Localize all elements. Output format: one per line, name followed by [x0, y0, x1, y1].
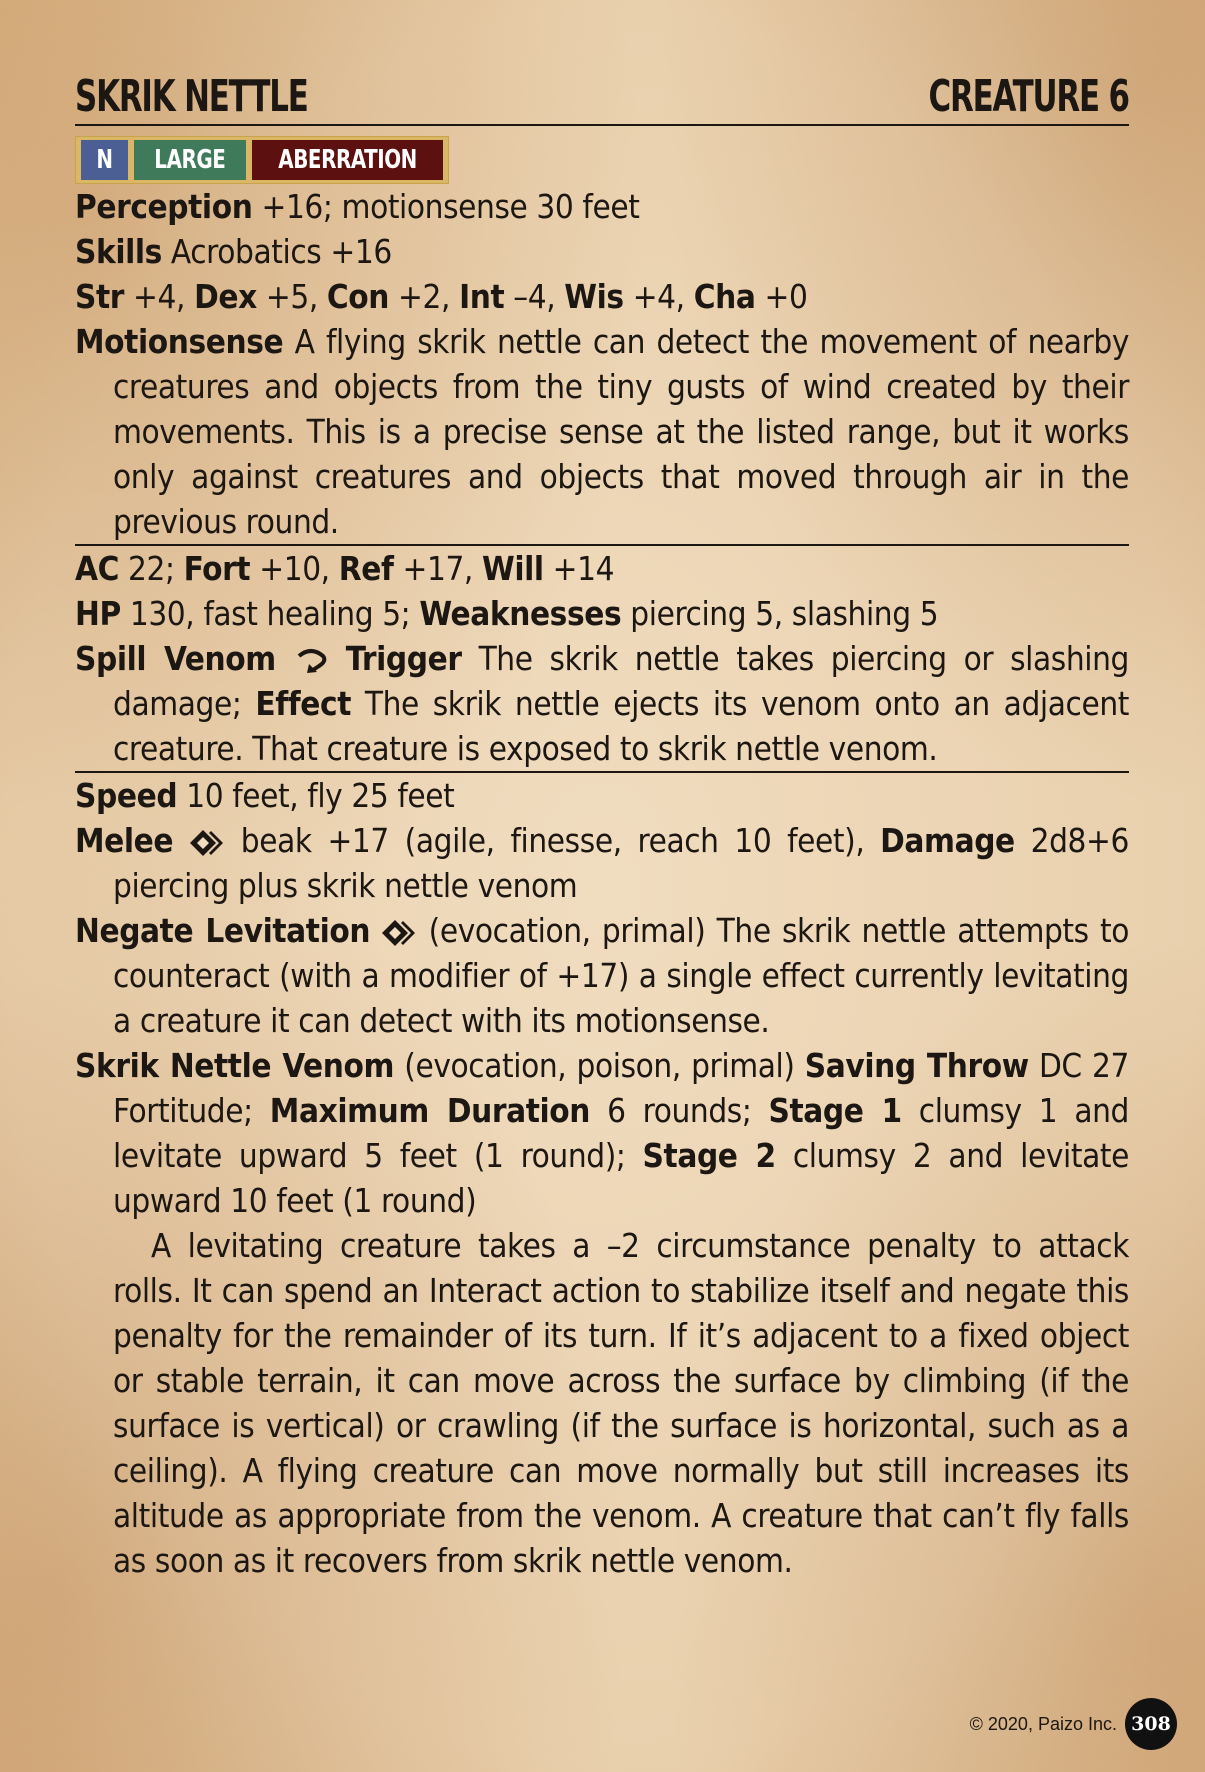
title-row	[75, 68, 1129, 126]
trait-list	[75, 136, 449, 184]
venom-detail: A levitating creature takes a –2 circumstance penalty to attack rolls. It can spend an Interact action to stabilize itself and negate this penalty for the remainder of its turn. If it’s adjacent to a fixed object or stable terrain, it can move across the surface by climbing (if the surface is vertical) or crawling (if the surface is horizontal, such as a ceiling). A flying creature can move normally but still increases its altitude as appropriate from the venom. A creature that can’t fly falls as soon as it recovers from skrik nettle venom.	[113, 1226, 1129, 1580]
creature-name: SKRIK NETTLE	[75, 71, 308, 122]
speed-line: Speed 10 feet, fly 25 feet	[75, 776, 455, 815]
melee-strike: Melee beak +17 (agile, finesse, reach 10 feet), Damage 2d8+6 piercing plus skrik nettle venom	[75, 821, 1129, 905]
hp-line: HP 130, fast healing 5; Weaknesses piercing 5, slashing 5	[75, 594, 939, 633]
reaction-icon	[293, 648, 329, 674]
trait-size: LARGE	[134, 140, 246, 180]
copyright: © 2020, Paizo Inc.	[969, 1713, 1117, 1734]
skrik-nettle-venom: Skrik Nettle Venom (evocation, poison, primal) Saving Throw DC 27 Fortitude; Maximum Duration 6 rounds; Stage 1 clumsy 1 and levitate upward 5 feet (1 round); Stage 2 clumsy 2 and levitate upward 10 feet (1 round)	[75, 1046, 1129, 1220]
spill-venom-ability: Spill Venom Trigger The skrik nettle takes piercing or slashing damage; Effect The skrik nettle ejects its venom onto an adjacent creature. That creature is exposed to skrik nettle venom.	[75, 639, 1130, 768]
motionsense-ability: Motionsense A flying skrik nettle can detect the movement of nearby creatures and objects from the tiny gusts of wind created by their movements. This is a precise sense at the listed range, but it works only against creatures and objects that moved through air in the previous round.	[75, 322, 1129, 541]
trait-alignment: N	[81, 140, 128, 180]
single-action-icon	[189, 828, 225, 858]
creature-level: CREATURE 6	[928, 71, 1129, 122]
page-number: 308	[1125, 1698, 1177, 1750]
negate-levitation-ability: Negate Levitation (evocation, primal) The skrik nettle attempts to counteract (with a modifier of +17) a single effect currently levitating a creature it can detect with its motionsense.	[75, 911, 1129, 1040]
skills-line: Skills Acrobatics +16	[75, 232, 392, 271]
single-action-icon	[381, 918, 417, 948]
abilities-line: Str +4, Dex +5, Con +2, Int –4, Wis +4, Cha +0	[75, 277, 808, 316]
trait-type: ABERRATION	[252, 140, 443, 180]
perception-line: Perception +16; motionsense 30 feet	[75, 187, 640, 226]
stat-block	[75, 68, 1129, 1583]
page-footer	[970, 1698, 1177, 1750]
defense-line: AC 22; Fort +10, Ref +17, Will +14	[75, 549, 615, 588]
